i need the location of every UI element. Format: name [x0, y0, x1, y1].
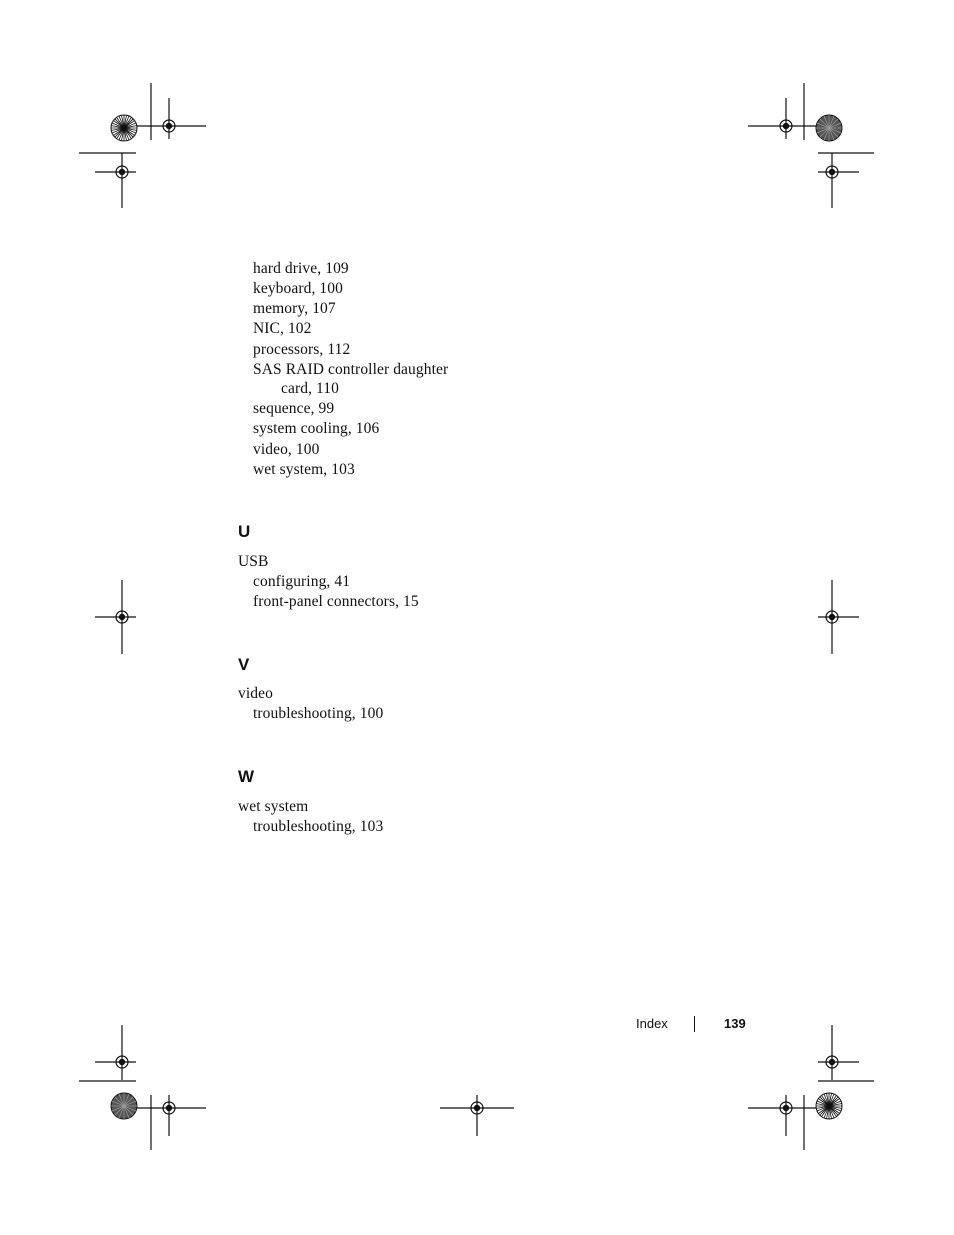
index-subentry: keyboard, 100: [253, 280, 343, 297]
footer-section-label: Index: [636, 1016, 668, 1031]
section-letter-v: V: [238, 655, 250, 674]
section-letter-w: W: [238, 767, 255, 786]
index-term: video: [238, 685, 273, 702]
index-subentry: front-panel connectors, 15: [253, 593, 419, 610]
index-subentry: video, 100: [253, 441, 320, 458]
index-subentry: SAS RAID controller daughter: [253, 361, 449, 378]
index-subentry-continuation: card, 110: [281, 380, 339, 397]
index-subentry: wet system, 103: [253, 461, 355, 478]
page-number: 139: [724, 1016, 746, 1031]
index-subentry: NIC, 102: [253, 320, 312, 337]
index-subentry: sequence, 99: [253, 400, 335, 417]
index-subentry: configuring, 41: [253, 573, 351, 590]
section-letter-u: U: [238, 522, 251, 541]
index-subentry: troubleshooting, 103: [253, 818, 384, 835]
index-subentry: hard drive, 109: [253, 260, 349, 277]
index-term: USB: [238, 553, 269, 570]
index-term: wet system: [238, 798, 309, 815]
index-subentry: system cooling, 106: [253, 420, 380, 437]
index-subentry: troubleshooting, 100: [253, 705, 384, 722]
index-subentry: processors, 112: [253, 341, 351, 358]
index-subentry: memory, 107: [253, 300, 336, 317]
footer-divider: [694, 1016, 695, 1032]
